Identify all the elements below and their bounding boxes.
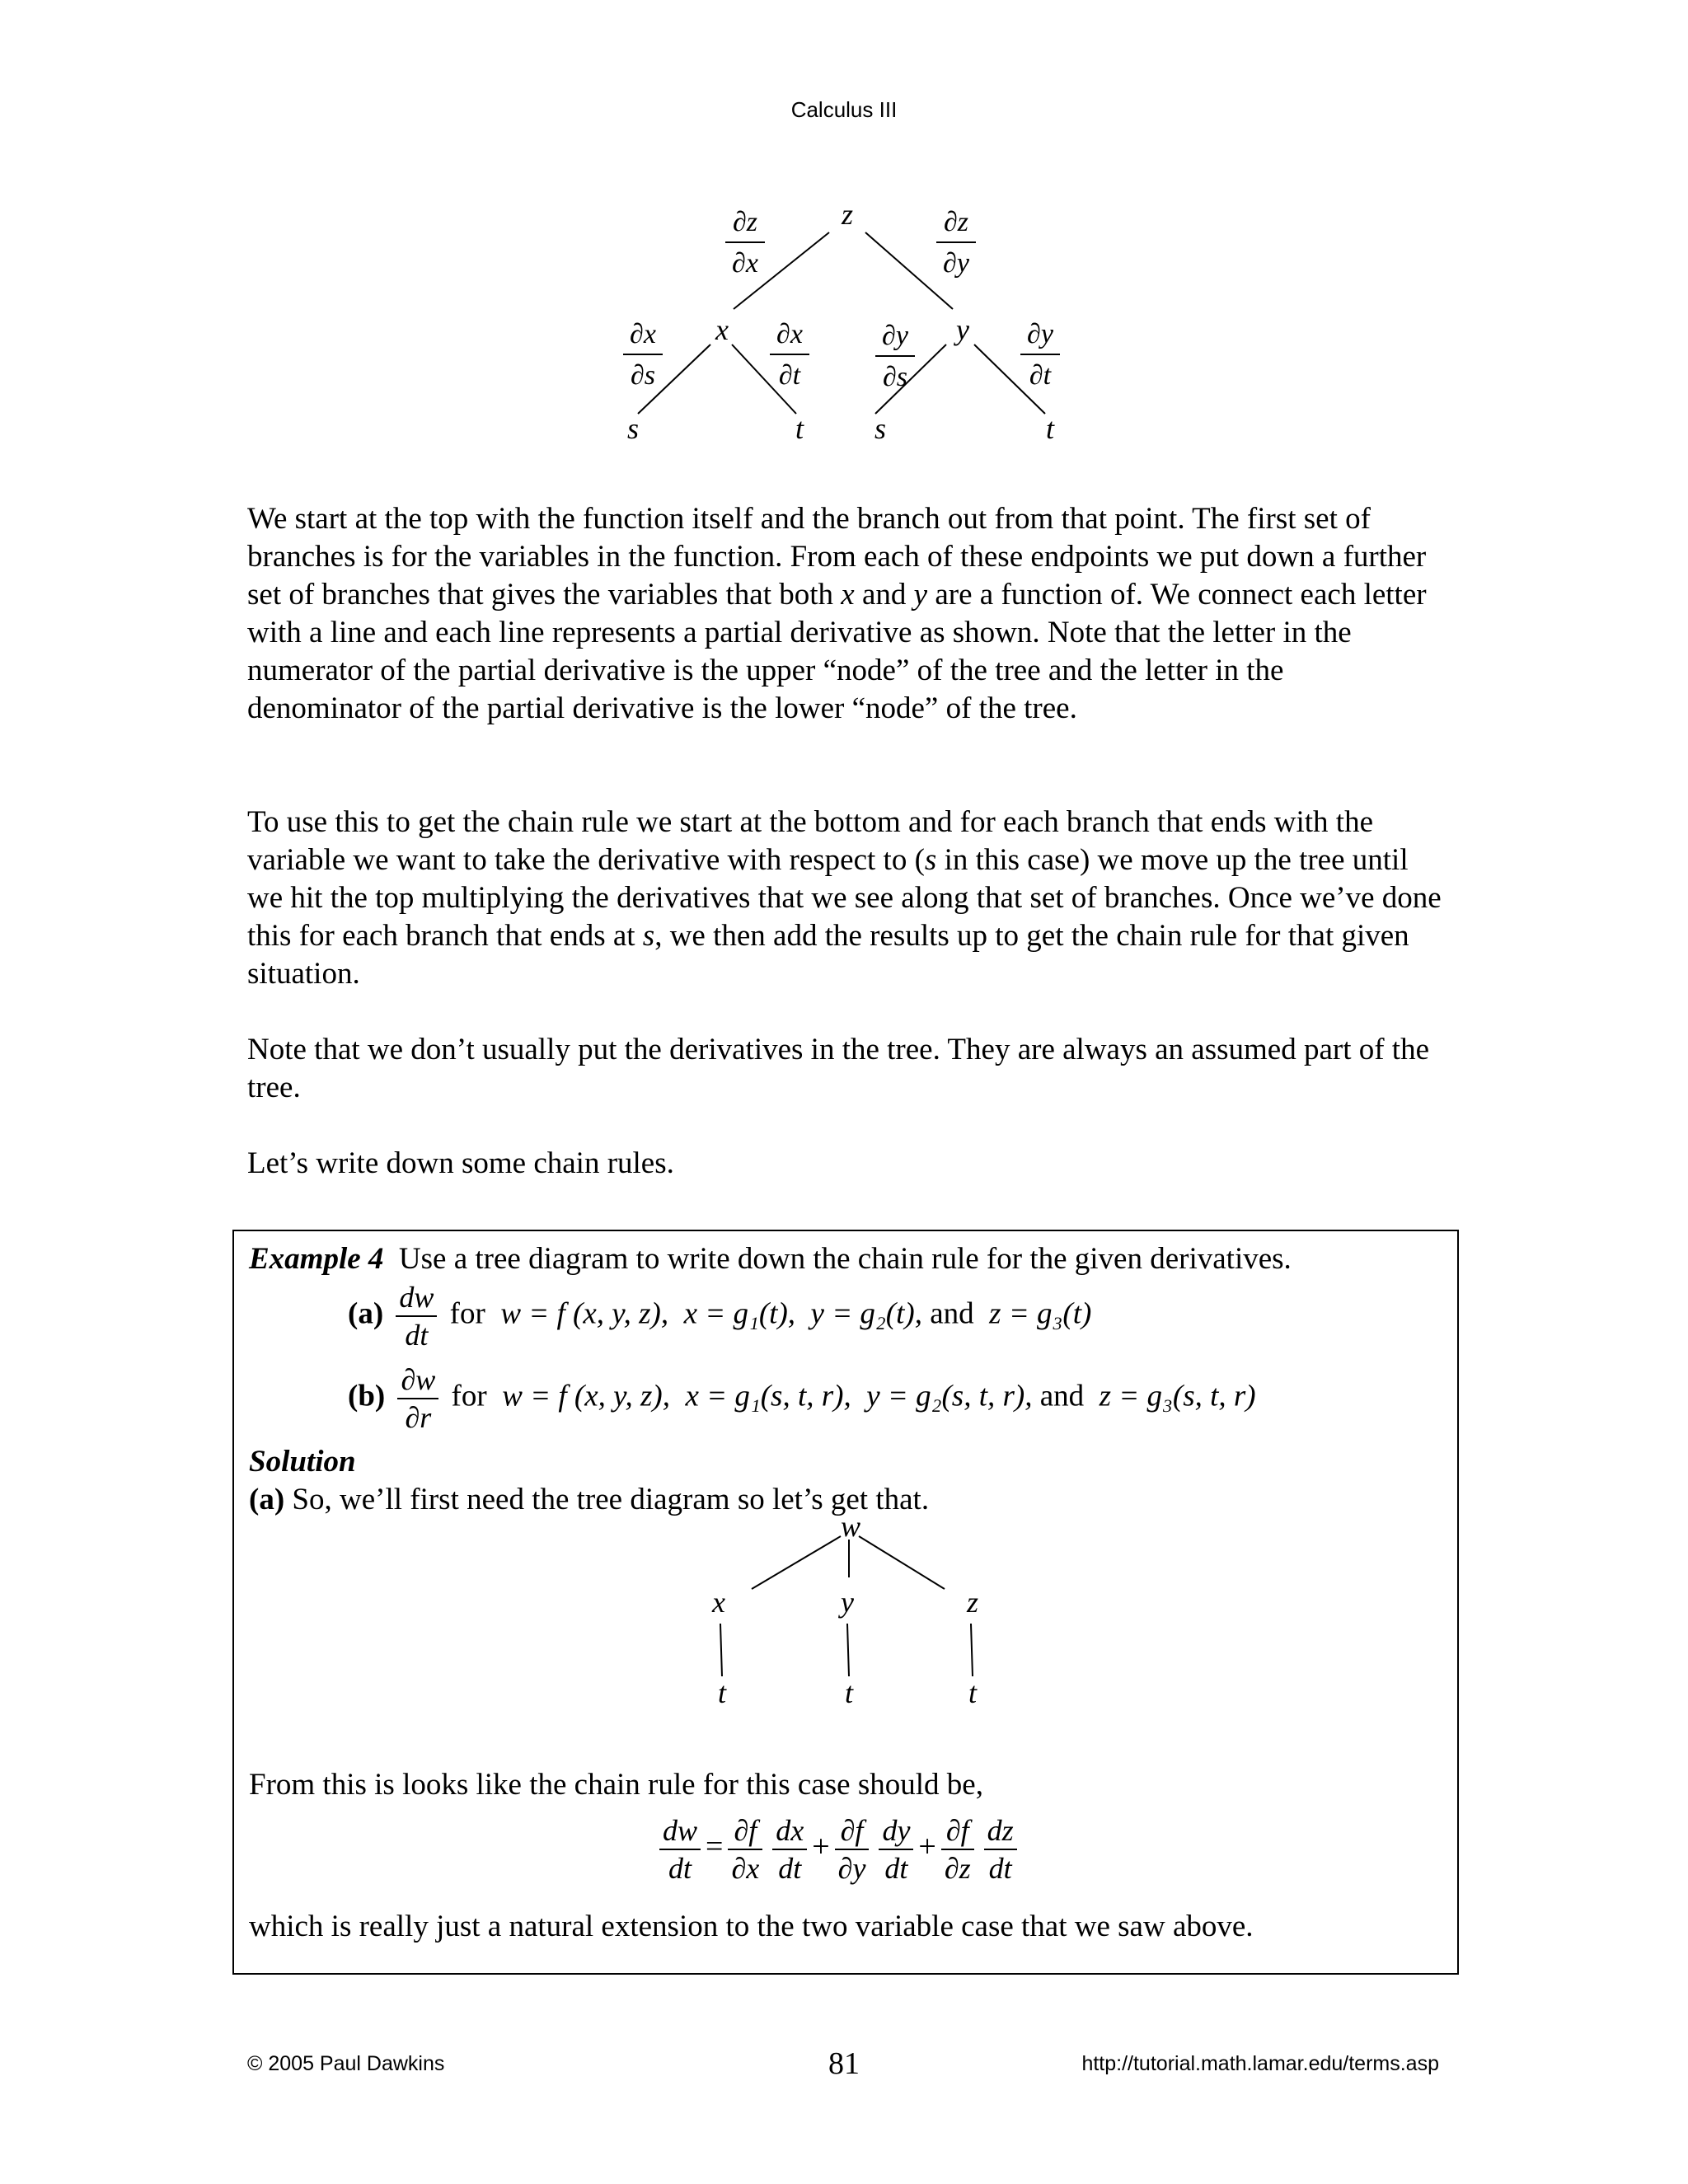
example-box	[232, 1230, 1459, 1975]
svg-text:∂y: ∂y	[943, 248, 969, 279]
node-x: x	[712, 1586, 725, 1619]
svg-text:∂z: ∂z	[732, 207, 758, 237]
page-header: Calculus III	[790, 97, 898, 122]
leaf-t-3: t	[968, 1676, 978, 1709]
tree-diagram-w	[696, 1518, 1009, 1720]
leaf-t-1: t	[717, 1676, 727, 1709]
svg-text:∂t: ∂t	[778, 360, 801, 391]
chain-rule-equation: $\frac{dw}{dt}$ = $\frac{\partial f}{\partial x}$ $\frac{dx}{dt}$ + $\frac{\partial f}{\partial y}$ $\frac{dy}{dt}$ + $\frac{\partial f}{\partial z}$ $\frac{dz}{dt}$	[654, 1812, 1022, 1886]
paragraph-intro: Let’s write down some chain rules.	[247, 1146, 674, 1180]
example-part-a: (a) $\frac{dw}{dt}$ for w = f (x, y, z), x = g₁(t), y = g₂(t), and z = g₃(t)	[348, 1281, 1092, 1352]
leaf-t-2: t	[844, 1676, 854, 1709]
result-intro: From this is looks like the chain rule for this case should be,	[249, 1768, 983, 1802]
tree-diagram-z	[610, 198, 1071, 449]
branch-w-x	[752, 1536, 841, 1589]
leaf-t-2: t	[1045, 412, 1055, 445]
branch-z-y	[865, 232, 953, 309]
page-number: 81	[828, 2046, 860, 2081]
branch-w-z	[859, 1536, 945, 1589]
node-z: z	[841, 198, 854, 231]
result-outro: which is really just a natural extension to the two variable case that we saw above.	[249, 1910, 1254, 1943]
leaf-s-2: s	[874, 412, 887, 445]
svg-text:∂x: ∂x	[776, 319, 803, 349]
svg-text:∂x: ∂x	[630, 319, 656, 349]
deriv-dx-ds	[623, 319, 663, 391]
node-y: y	[956, 313, 969, 346]
paragraph-tree-explanation: We start at the top with the function itself and the branch out from that point. The first set of branches is for the variables in the function. From each of these endpoints we put down a further set of branches that gives the variables that both x and y are a function of. We connect each letter with a line and each line represents a partial derivative as shown. Note that the letter in the numerator of the partial derivative is the upper “node” of the tree and the letter in the denominator of the partial derivative is the lower “node” of the tree.	[247, 502, 1427, 725]
deriv-dz-dx	[725, 207, 765, 279]
paragraph-chain-rule-usage: To use this to get the chain rule we start at the bottom and for each branch that ends with the variable we want to take the derivative with respect to (s in this case) we move up the tree until we hit the top multiplying the derivatives that we see along that set of branches. Once we’ve done this for each branch that ends at s, we then add the results up to get the chain rule for that given situation.	[247, 805, 1442, 991]
node-z: z	[966, 1586, 979, 1619]
deriv-dx-dt	[770, 319, 809, 391]
footer-url[interactable]: http://tutorial.math.lamar.edu/terms.asp	[1081, 2052, 1439, 2075]
deriv-dz-dy	[936, 207, 976, 279]
node-x: x	[715, 313, 729, 346]
example-title: Example 4 Use a tree diagram to write down the chain rule for the given derivatives.	[249, 1242, 1292, 1276]
node-y: y	[841, 1586, 854, 1619]
node-w: w	[840, 1518, 861, 1543]
svg-text:∂y: ∂y	[882, 321, 908, 351]
svg-text:∂x: ∂x	[732, 248, 758, 279]
branch-x-t	[720, 1624, 722, 1676]
footer-copyright: © 2005 Paul Dawkins	[247, 2052, 445, 2075]
leaf-t-1: t	[795, 412, 804, 445]
paragraph-note: Note that we don’t usually put the derivatives in the tree. They are always an assumed part of the tree.	[247, 1033, 1430, 1104]
example-part-b: (b) $\frac{\partial w}{\partial r}$ for w = f (x, y, z), x = g₁(s, t, r), y = g₂(s, t, r), and z = g₃(s, t, r)	[348, 1363, 1256, 1434]
svg-text:∂t: ∂t	[1029, 360, 1052, 391]
svg-text:∂s: ∂s	[882, 362, 908, 392]
solution-label: Solution	[249, 1445, 356, 1479]
solution-part-a: (a) So, we’ll first need the tree diagram so let’s get that.	[249, 1483, 930, 1516]
svg-text:∂s: ∂s	[630, 360, 656, 391]
svg-text:∂y: ∂y	[1027, 319, 1053, 349]
svg-text:∂z: ∂z	[943, 207, 969, 237]
branch-z-t	[971, 1624, 973, 1676]
deriv-dy-dt	[1020, 319, 1060, 391]
leaf-s-1: s	[626, 412, 640, 445]
branch-y-t	[847, 1624, 849, 1676]
